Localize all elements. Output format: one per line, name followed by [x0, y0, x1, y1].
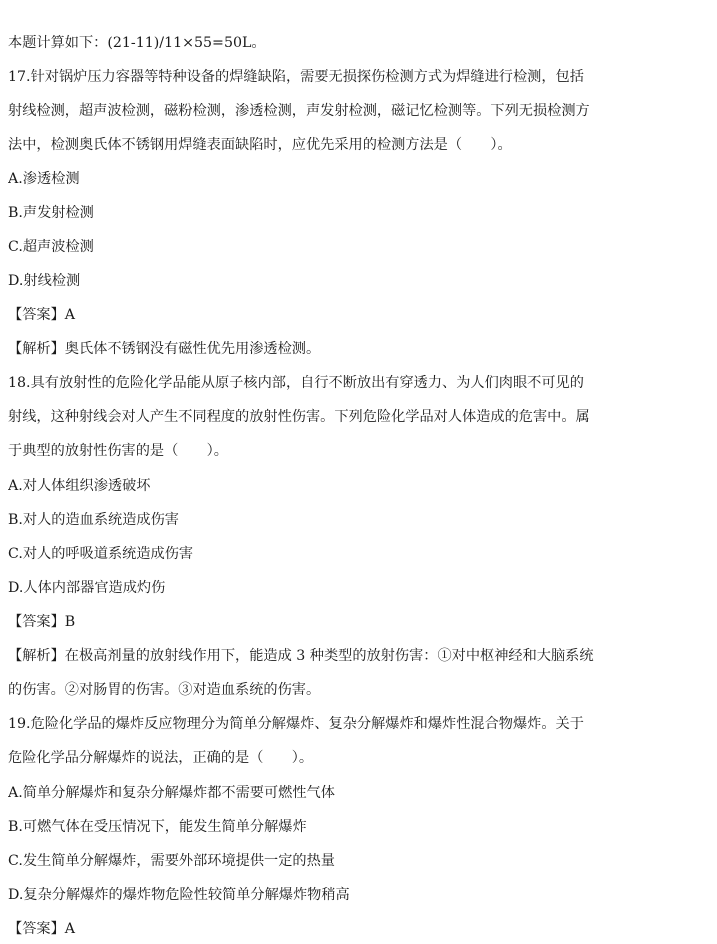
q18-option-c: C.对人的呼吸道系统造成伤害: [8, 546, 194, 562]
calc-note: 本题计算如下：(21-11)/11×55=50L。: [8, 35, 266, 51]
q17-stem-line-3: 法中，检测奥氏体不锈钢用焊缝表面缺陷时，应优先采用的检测方法是（ ）。: [8, 137, 512, 153]
q17-explanation: 【解析】奥氏体不锈钢没有磁性优先用渗透检测。: [8, 341, 321, 357]
q18-option-b: B.对人的造血系统造成伤害: [8, 512, 179, 528]
q18-answer: 【答案】B: [8, 614, 76, 630]
q17-stem-line-1: 17.针对锅炉压力容器等特种设备的焊缝缺陷，需要无损探伤检测方式为焊缝进行检测，包括: [8, 69, 584, 85]
q18-stem-line-2: 射线，这种射线会对人产生不同程度的放射性伤害。下列危险化学品对人体造成的危害中。属: [8, 409, 590, 425]
q19-answer: 【答案】A: [8, 921, 75, 937]
q17-option-b: B.声发射检测: [8, 205, 94, 221]
q18-stem-line-1: 18.具有放射性的危险化学品能从原子核内部，自行不断放出有穿透力、为人们肉眼不可见的: [8, 375, 584, 391]
q18-explanation-line-2: 的伤害。②对肠胃的伤害。③对造血系统的伤害。: [8, 682, 321, 698]
q17-stem-line-2: 射线检测，超声波检测，磁粉检测，渗透检测，声发射检测，磁记忆检测等。下列无损检测方: [8, 103, 590, 119]
q17-option-d: D.射线检测: [8, 273, 81, 289]
q19-stem-line-2: 危险化学品分解爆炸的说法，正确的是（ ）。: [8, 750, 314, 766]
q17-answer: 【答案】A: [8, 307, 75, 323]
q18-option-a: A.对人体组织渗透破坏: [8, 478, 151, 494]
q19-option-a: A.简单分解爆炸和复杂分解爆炸都不需要可燃性气体: [8, 785, 335, 801]
q18-option-d: D.人体内部器官造成灼伤: [8, 580, 166, 596]
q19-option-c: C.发生简单分解爆炸，需要外部环境提供一定的热量: [8, 853, 335, 869]
q17-option-c: C.超声波检测: [8, 239, 94, 255]
q17-option-a: A.渗透检测: [8, 171, 80, 187]
q19-stem-line-1: 19.危险化学品的爆炸反应物理分为简单分解爆炸、复杂分解爆炸和爆炸性混合物爆炸。关于: [8, 716, 584, 732]
q18-stem-line-3: 于典型的放射性伤害的是（ ）。: [8, 443, 228, 459]
q19-option-b: B.可燃气体在受压情况下，能发生简单分解爆炸: [8, 819, 307, 835]
q19-option-d: D.复杂分解爆炸的爆炸物危险性较简单分解爆炸物稍高: [8, 887, 350, 903]
q18-explanation-line-1: 【解析】在极高剂量的放射线作用下，能造成 3 种类型的放射伤害：①对中枢神经和大脑系统: [8, 648, 594, 664]
